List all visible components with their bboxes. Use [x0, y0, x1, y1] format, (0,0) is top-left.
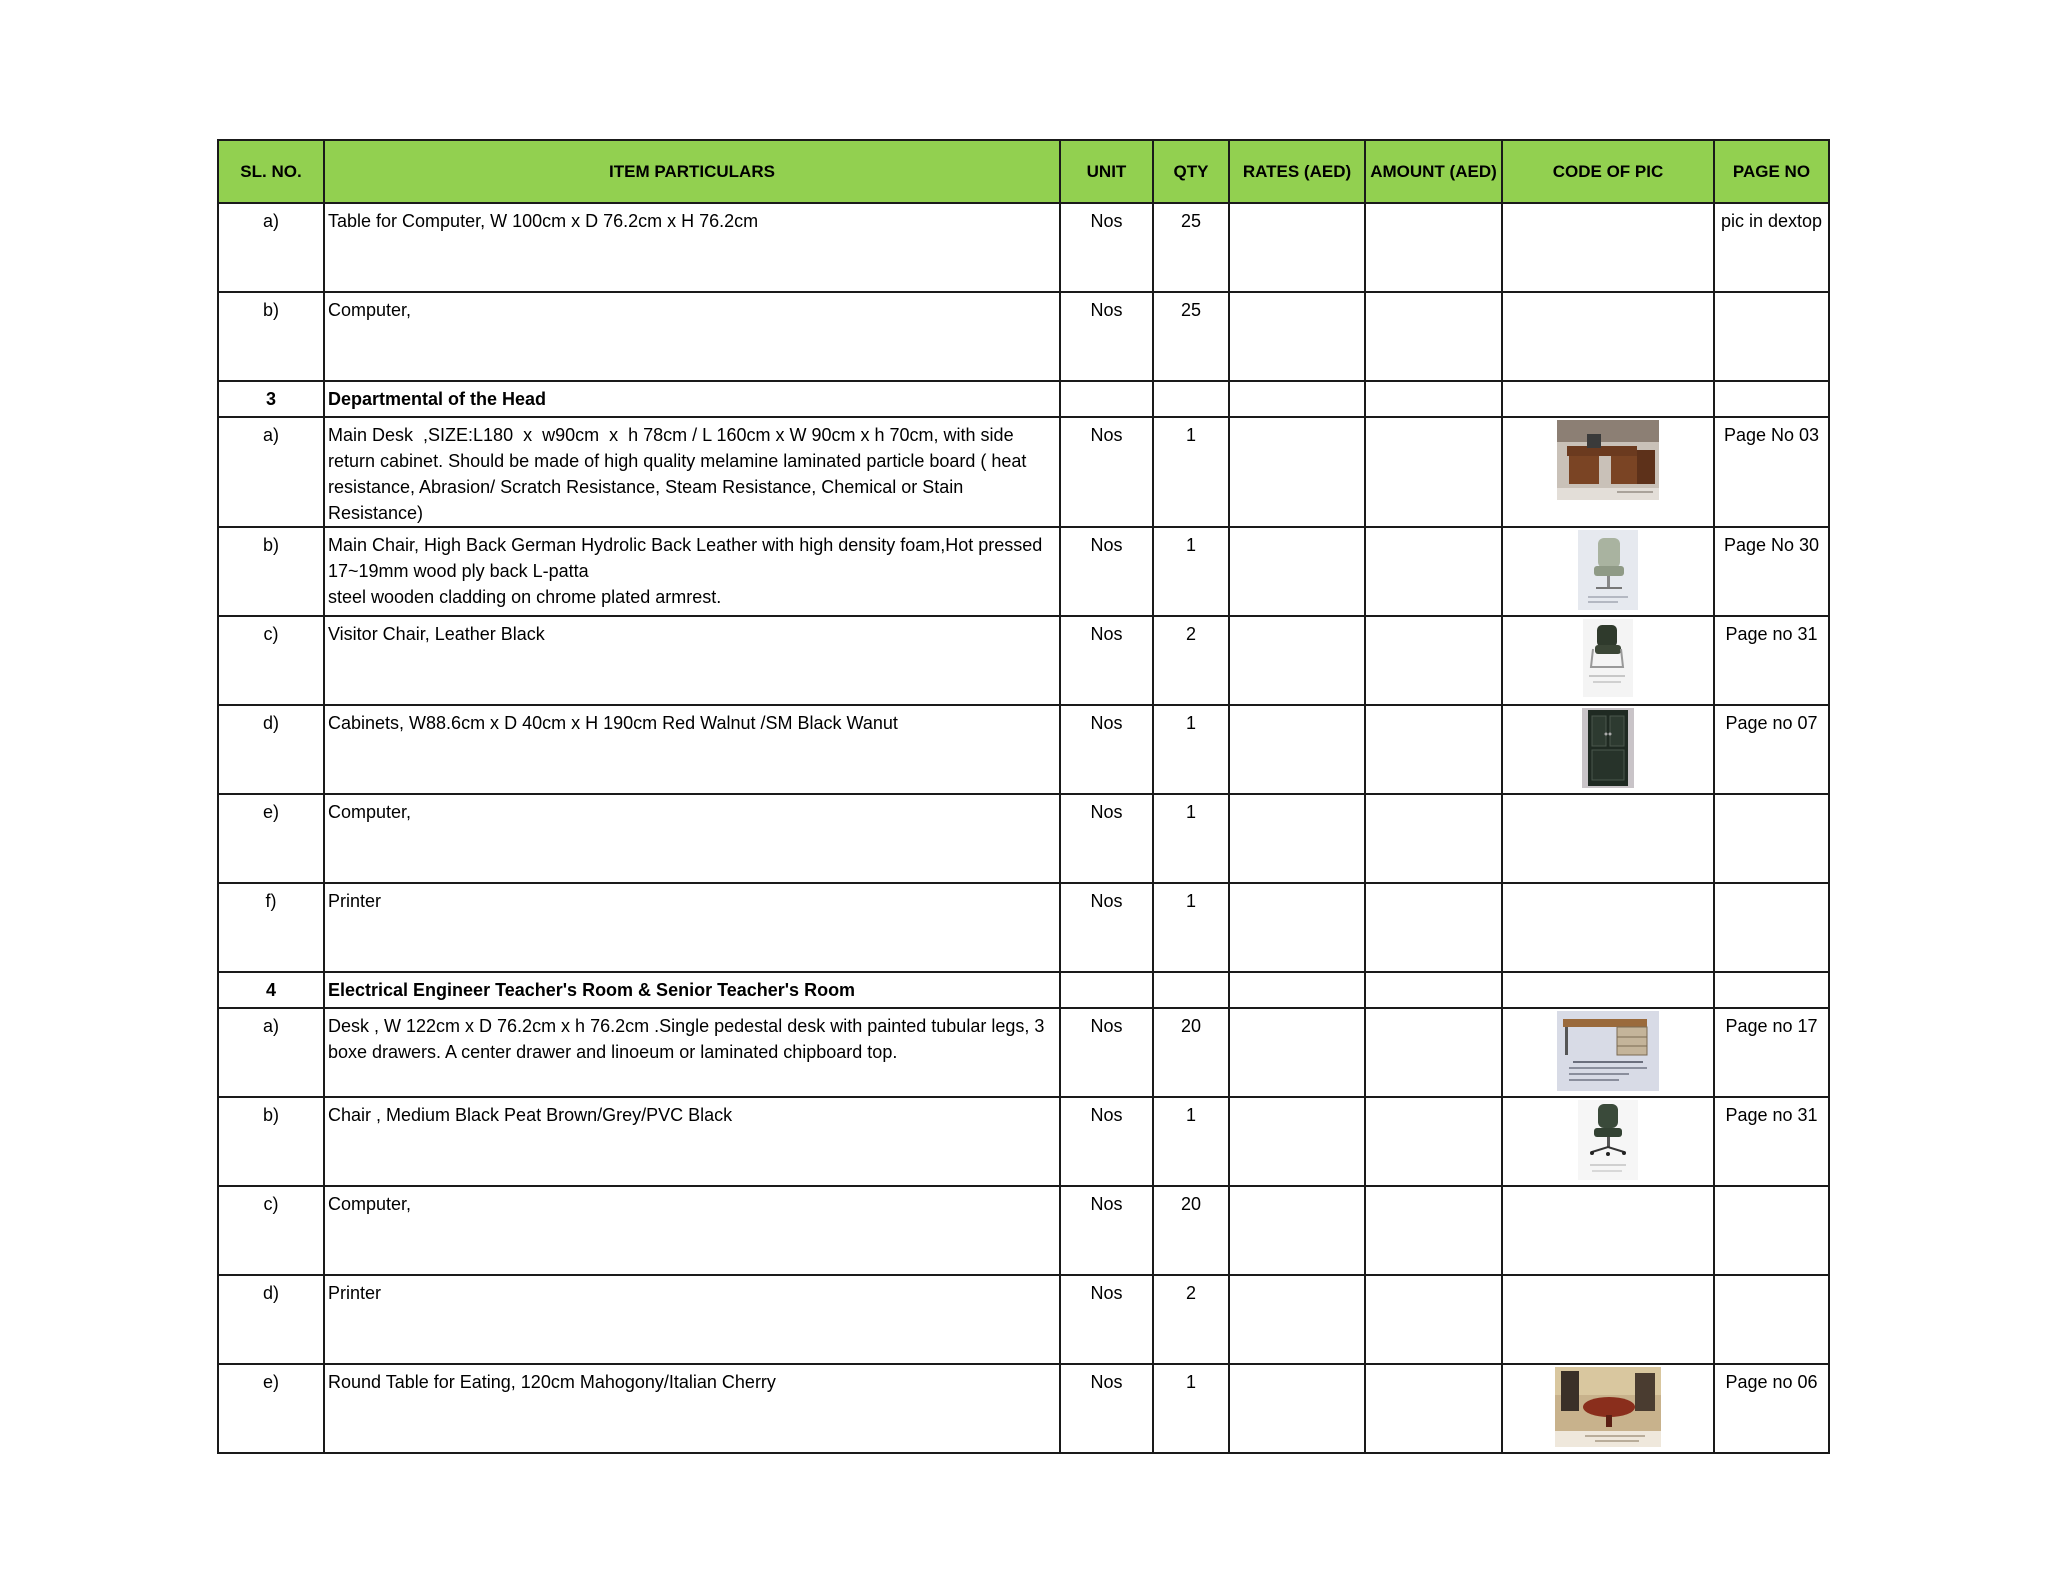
unit-cell: Nos — [1060, 616, 1153, 705]
code-of-pic-cell — [1502, 527, 1714, 616]
high-back-chair-photo — [1578, 530, 1638, 610]
item-particulars-cell: Printer — [324, 1275, 1060, 1364]
sl-no-cell: c) — [218, 616, 324, 705]
item-particulars-cell: Table for Computer, W 100cm x D 76.2cm x H 76.2cm — [324, 203, 1060, 292]
page-no-cell — [1714, 972, 1829, 1008]
code-of-pic-cell — [1502, 1186, 1714, 1275]
sl-no-cell: a) — [218, 417, 324, 527]
item-particulars-cell: Cabinets, W88.6cm x D 40cm x H 190cm Red Walnut /SM Black Wanut — [324, 705, 1060, 794]
sl-no-cell: f) — [218, 883, 324, 972]
rates-cell — [1229, 1364, 1365, 1453]
amount-cell — [1365, 527, 1502, 616]
section-row — [218, 381, 1829, 417]
table-row — [218, 1097, 1829, 1186]
col-header-amount: AMOUNT (AED) — [1365, 140, 1502, 203]
section-title-cell: Electrical Engineer Teacher's Room & Senior Teacher's Room — [324, 972, 1060, 1008]
table-row — [218, 1186, 1829, 1275]
code-of-pic-cell — [1502, 616, 1714, 705]
page-no-cell: Page no 31 — [1714, 1097, 1829, 1186]
qty-cell: 1 — [1153, 1364, 1229, 1453]
rates-cell — [1229, 972, 1365, 1008]
qty-cell: 1 — [1153, 1097, 1229, 1186]
item-particulars-cell: Chair , Medium Black Peat Brown/Grey/PVC Black — [324, 1097, 1060, 1186]
amount-cell — [1365, 1097, 1502, 1186]
qty-cell: 2 — [1153, 1275, 1229, 1364]
item-particulars-cell: Round Table for Eating, 120cm Mahogony/Italian Cherry — [324, 1364, 1060, 1453]
sl-no-cell: c) — [218, 1186, 324, 1275]
amount-cell — [1365, 1364, 1502, 1453]
visitor-chair-photo — [1583, 619, 1633, 697]
page-no-cell — [1714, 1275, 1829, 1364]
page-no-cell: pic in dextop — [1714, 203, 1829, 292]
rates-cell — [1229, 1008, 1365, 1097]
cabinet-photo — [1582, 708, 1634, 788]
amount-cell — [1365, 794, 1502, 883]
amount-cell — [1365, 616, 1502, 705]
code-of-pic-cell — [1502, 1364, 1714, 1453]
section-row — [218, 972, 1829, 1008]
rates-cell — [1229, 883, 1365, 972]
page-no-cell: Page no 17 — [1714, 1008, 1829, 1097]
unit-cell: Nos — [1060, 705, 1153, 794]
qty-cell — [1153, 381, 1229, 417]
header-row — [218, 140, 1829, 203]
sl-no-cell: a) — [218, 203, 324, 292]
code-of-pic-cell — [1502, 203, 1714, 292]
code-of-pic-cell — [1502, 794, 1714, 883]
unit-cell: Nos — [1060, 292, 1153, 381]
unit-cell: Nos — [1060, 1008, 1153, 1097]
amount-cell — [1365, 1186, 1502, 1275]
col-header-item-particulars: ITEM PARTICULARS — [324, 140, 1060, 203]
qty-cell: 1 — [1153, 527, 1229, 616]
rates-cell — [1229, 417, 1365, 527]
sl-no-cell: b) — [218, 527, 324, 616]
pedestal-desk-photo — [1557, 1011, 1659, 1091]
item-particulars-cell: Printer — [324, 883, 1060, 972]
qty-cell: 1 — [1153, 883, 1229, 972]
item-particulars-cell: Desk , W 122cm x D 76.2cm x h 76.2cm .Single pedestal desk with painted tubular legs, 3 boxe drawers. A center drawer and linoeum or laminated chipboard top. — [324, 1008, 1060, 1097]
rates-cell — [1229, 1186, 1365, 1275]
unit-cell: Nos — [1060, 527, 1153, 616]
col-header-page-no: PAGE NO — [1714, 140, 1829, 203]
table-row — [218, 417, 1829, 527]
amount-cell — [1365, 1275, 1502, 1364]
code-of-pic-cell — [1502, 883, 1714, 972]
code-of-pic-cell — [1502, 292, 1714, 381]
page-no-cell: Page no 07 — [1714, 705, 1829, 794]
table-row — [218, 1275, 1829, 1364]
amount-cell — [1365, 417, 1502, 527]
sl-no-cell: e) — [218, 794, 324, 883]
page-no-cell — [1714, 381, 1829, 417]
col-header-unit: UNIT — [1060, 140, 1153, 203]
code-of-pic-cell — [1502, 972, 1714, 1008]
amount-cell — [1365, 1008, 1502, 1097]
item-particulars-cell: Computer, — [324, 292, 1060, 381]
page-no-cell: Page No 03 — [1714, 417, 1829, 527]
sl-no-cell: 3 — [218, 381, 324, 417]
sl-no-cell: e) — [218, 1364, 324, 1453]
page-no-cell — [1714, 1186, 1829, 1275]
qty-cell: 1 — [1153, 705, 1229, 794]
unit-cell: Nos — [1060, 417, 1153, 527]
unit-cell: Nos — [1060, 203, 1153, 292]
table-row — [218, 705, 1829, 794]
rates-cell — [1229, 527, 1365, 616]
unit-cell — [1060, 381, 1153, 417]
amount-cell — [1365, 972, 1502, 1008]
qty-cell: 20 — [1153, 1008, 1229, 1097]
code-of-pic-cell — [1502, 381, 1714, 417]
page-no-cell — [1714, 292, 1829, 381]
page-no-cell — [1714, 883, 1829, 972]
sl-no-cell: b) — [218, 1097, 324, 1186]
qty-cell: 1 — [1153, 417, 1229, 527]
amount-cell — [1365, 705, 1502, 794]
rates-cell — [1229, 1097, 1365, 1186]
col-header-code-of-pic: CODE OF PIC — [1502, 140, 1714, 203]
items-table — [217, 139, 1830, 1454]
qty-cell: 20 — [1153, 1186, 1229, 1275]
unit-cell: Nos — [1060, 1275, 1153, 1364]
qty-cell — [1153, 972, 1229, 1008]
qty-cell: 1 — [1153, 794, 1229, 883]
page-no-cell: Page no 31 — [1714, 616, 1829, 705]
qty-cell: 2 — [1153, 616, 1229, 705]
medium-chair-photo — [1578, 1100, 1638, 1180]
item-particulars-cell: Main Chair, High Back German Hydrolic Back Leather with high density foam,Hot pressed 17~19mm wood ply back L-patta steel wooden cladding on chrome plated armrest. — [324, 527, 1060, 616]
section-title-cell: Departmental of the Head — [324, 381, 1060, 417]
code-of-pic-cell — [1502, 705, 1714, 794]
page-no-cell — [1714, 794, 1829, 883]
rates-cell — [1229, 381, 1365, 417]
page-no-cell: Page No 30 — [1714, 527, 1829, 616]
unit-cell: Nos — [1060, 794, 1153, 883]
table-row — [218, 527, 1829, 616]
sl-no-cell: b) — [218, 292, 324, 381]
amount-cell — [1365, 292, 1502, 381]
table-row — [218, 1008, 1829, 1097]
desk-photo — [1557, 420, 1659, 500]
sl-no-cell: d) — [218, 705, 324, 794]
sl-no-cell: a) — [218, 1008, 324, 1097]
table-row — [218, 794, 1829, 883]
unit-cell: Nos — [1060, 1097, 1153, 1186]
table-row — [218, 1364, 1829, 1453]
rates-cell — [1229, 1275, 1365, 1364]
unit-cell — [1060, 972, 1153, 1008]
amount-cell — [1365, 381, 1502, 417]
rates-cell — [1229, 794, 1365, 883]
rates-cell — [1229, 203, 1365, 292]
amount-cell — [1365, 883, 1502, 972]
rates-cell — [1229, 616, 1365, 705]
item-particulars-cell: Visitor Chair, Leather Black — [324, 616, 1060, 705]
rates-cell — [1229, 292, 1365, 381]
code-of-pic-cell — [1502, 417, 1714, 527]
col-header-sl-no: SL. NO. — [218, 140, 324, 203]
table-row — [218, 292, 1829, 381]
col-header-qty: QTY — [1153, 140, 1229, 203]
page-no-cell: Page no 06 — [1714, 1364, 1829, 1453]
item-particulars-cell: Computer, — [324, 794, 1060, 883]
code-of-pic-cell — [1502, 1097, 1714, 1186]
unit-cell: Nos — [1060, 883, 1153, 972]
code-of-pic-cell — [1502, 1275, 1714, 1364]
unit-cell: Nos — [1060, 1364, 1153, 1453]
item-particulars-cell: Computer, — [324, 1186, 1060, 1275]
rates-cell — [1229, 705, 1365, 794]
sl-no-cell: d) — [218, 1275, 324, 1364]
col-header-rates: RATES (AED) — [1229, 140, 1365, 203]
amount-cell — [1365, 203, 1502, 292]
sl-no-cell: 4 — [218, 972, 324, 1008]
table-row — [218, 203, 1829, 292]
qty-cell: 25 — [1153, 203, 1229, 292]
round-table-photo — [1555, 1367, 1661, 1447]
code-of-pic-cell — [1502, 1008, 1714, 1097]
table-row — [218, 616, 1829, 705]
qty-cell: 25 — [1153, 292, 1229, 381]
item-particulars-cell: Main Desk ,SIZE:L180 x w90cm x h 78cm / L 160cm x W 90cm x h 70cm, with side return cabinet. Should be made of high quality melamine laminated particle board ( heat resistance, Abrasion/ Scratch Resistance, Steam Resistance, Chemical or Stain Resistance) — [324, 417, 1060, 527]
table-row — [218, 883, 1829, 972]
unit-cell: Nos — [1060, 1186, 1153, 1275]
